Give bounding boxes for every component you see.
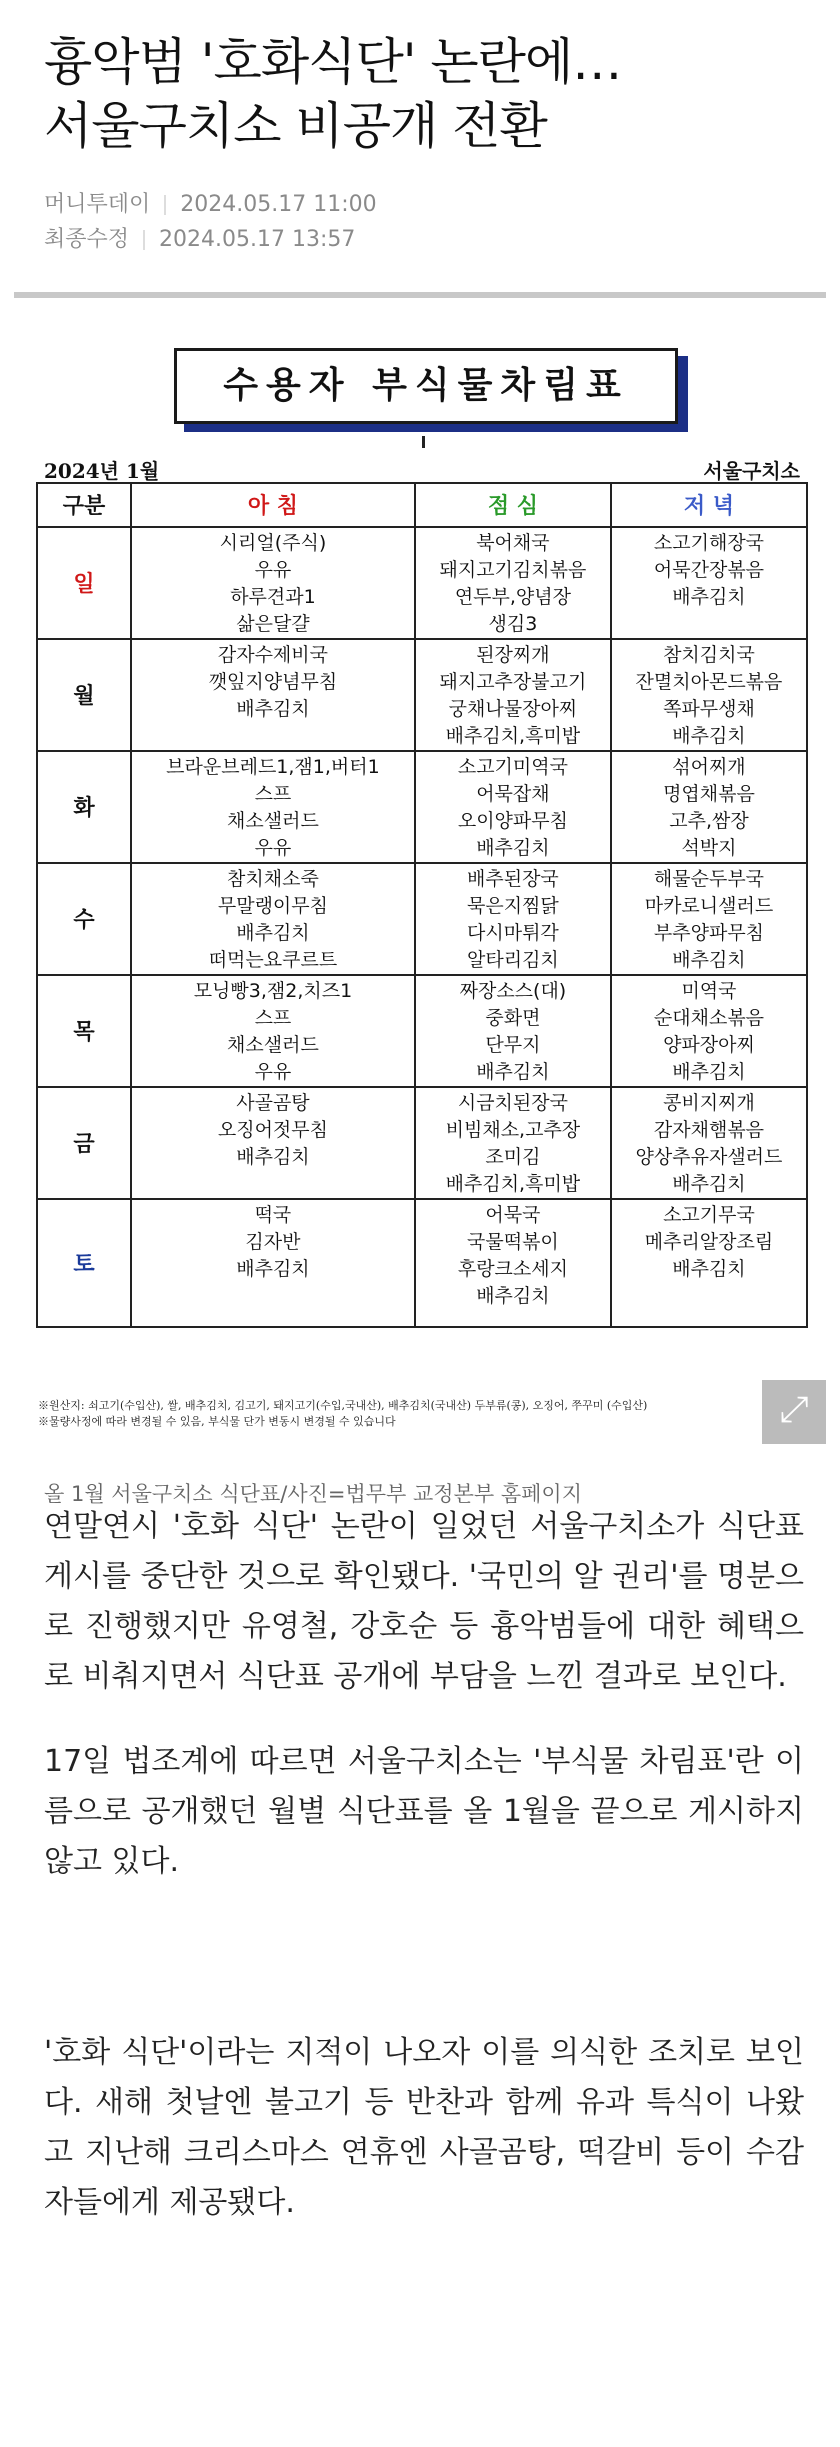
menu-cell-lunch <box>415 639 611 751</box>
menu-cell-lunch <box>415 1199 611 1327</box>
menu-row <box>37 751 807 863</box>
menu-cell-breakfast <box>131 1199 415 1327</box>
menu-item: 배추김치,흑미밥 <box>445 725 581 747</box>
menu-item: 소고기해장국 <box>653 532 765 554</box>
menu-item: 배추김치 <box>476 1285 550 1307</box>
menu-item: 삶은달걀 <box>236 613 310 635</box>
menu-item: 스프 <box>254 783 292 805</box>
header-dinner: 저 녁 <box>611 483 807 527</box>
expand-icon[interactable]: ⤢ <box>762 1380 826 1444</box>
menu-item: 짜장소스(대) <box>459 980 567 1002</box>
menu-table <box>36 482 808 1328</box>
menu-row <box>37 1087 807 1199</box>
menu-day: 금 <box>37 1087 131 1199</box>
menu-item: 순대채소볶음 <box>653 1007 765 1029</box>
header-breakfast: 아 침 <box>131 483 415 527</box>
menu-item: 배추김치 <box>672 1061 746 1083</box>
menu-day: 월 <box>37 639 131 751</box>
menu-banner-title: 수용자 부식물차림표 <box>174 348 678 424</box>
modified-label: 최종수정 <box>44 227 130 252</box>
menu-place: 서울구치소 <box>703 459 800 483</box>
image-caption: 올 1월 서울구치소 식단표/사진=법무부 교정본부 홈페이지 <box>44 1482 582 1506</box>
menu-item: 우유 <box>254 837 292 859</box>
menu-image[interactable] <box>14 318 826 1452</box>
menu-item: 어묵잡채 <box>476 783 550 805</box>
header-lunch: 점 심 <box>415 483 611 527</box>
menu-cell-lunch <box>415 863 611 975</box>
menu-item: 쪽파무생채 <box>663 698 755 720</box>
menu-cell-dinner <box>611 639 807 751</box>
menu-item: 우유 <box>254 1061 292 1083</box>
menu-cell-breakfast <box>131 863 415 975</box>
menu-item: 콩비지찌개 <box>663 1092 755 1114</box>
menu-row <box>37 863 807 975</box>
footnote-line: ※원산지: 쇠고기(수입산), 쌀, 배추김치, 김고기, 돼지고기(수입,국내산), 배추김치(국내산) 두부류(콩), 오징어, 쭈꾸미 (수입산) <box>38 1399 648 1412</box>
menu-item: 떠먹는요쿠르트 <box>208 949 338 971</box>
headline <box>44 30 804 158</box>
article-paragraph: '호화 식단'이라는 지적이 나오자 이를 의식한 조치로 보인다. 새해 첫날엔 불고기 등 반찬과 함께 유과 특식이 나왔고 지난해 크리스마스 연휴엔 사골곰탕, 떡갈비 등이 수감자들에게 제공됐다. <box>44 2035 804 2220</box>
menu-item: 양상추유자샐러드 <box>635 1146 783 1168</box>
menu-cell-lunch <box>415 975 611 1087</box>
menu-item: 시리얼(주식) <box>219 532 327 554</box>
menu-item: 무말랭이무침 <box>217 895 328 917</box>
headline-line-2: 서울구치소 비공개 전환 <box>44 97 547 155</box>
menu-item: 채소샐러드 <box>227 810 319 832</box>
published-date: 2024.05.17 11:00 <box>180 192 377 217</box>
banner-tick <box>422 436 425 448</box>
menu-row <box>37 1199 807 1327</box>
menu-row <box>37 527 807 639</box>
menu-item: 배추김치 <box>672 1258 746 1280</box>
headline-line-1: 흉악범 '호화식단' 논란에… <box>44 33 622 91</box>
menu-item: 묵은지찜닭 <box>467 895 559 917</box>
menu-item: 참치김치국 <box>663 644 755 666</box>
menu-item: 북어채국 <box>476 532 550 554</box>
menu-item: 감자채햄볶음 <box>653 1119 765 1141</box>
menu-day: 목 <box>37 975 131 1087</box>
menu-cell-breakfast <box>131 751 415 863</box>
modified-date: 2024.05.17 13:57 <box>159 227 356 252</box>
menu-item: 된장찌개 <box>476 644 550 666</box>
menu-cell-dinner <box>611 1199 807 1327</box>
menu-item: 소고기무국 <box>663 1204 755 1226</box>
menu-item: 알타리김치 <box>467 949 559 971</box>
menu-item: 명엽채볶음 <box>663 783 755 805</box>
menu-item: 돼지고추장불고기 <box>439 671 587 693</box>
menu-item: 배추김치 <box>476 1061 550 1083</box>
article-paragraph: 연말연시 '호화 식단' 논란이 일었던 서울구치소가 식단표 게시를 중단한 것으로 확인됐다. '국민의 알 권리'를 명분으로 진행했지만 유영철, 강호순 등 흉악범들에 대한 혜택으로 비춰지면서 식단표 공개에 부담을 느낀 결과로 보인다. <box>44 1509 804 1694</box>
menu-item: 연두부,양념장 <box>454 586 571 608</box>
menu-item: 해물순두부국 <box>653 868 765 890</box>
menu-item: 비빔채소,고추장 <box>445 1119 581 1141</box>
byline-published <box>44 187 377 218</box>
menu-item: 고추,쌈장 <box>669 810 749 832</box>
menu-item: 단무지 <box>485 1034 541 1056</box>
menu-item: 깻잎지양념무침 <box>208 671 338 693</box>
menu-cell-dinner <box>611 975 807 1087</box>
menu-item: 어묵국 <box>485 1204 541 1226</box>
header-divider <box>14 292 826 298</box>
menu-item: 브라운브레드1,잼1,버터1 <box>166 756 380 778</box>
menu-item: 김자반 <box>245 1231 301 1253</box>
byline-modified <box>44 222 355 253</box>
menu-item: 궁채나물장아찌 <box>448 698 578 720</box>
meta-divider <box>143 230 145 250</box>
menu-day: 화 <box>37 751 131 863</box>
menu-cell-breakfast <box>131 639 415 751</box>
menu-item: 하루견과1 <box>230 586 316 608</box>
menu-item: 모닝빵3,잼2,치즈1 <box>193 980 353 1002</box>
menu-item: 오징어젓무침 <box>217 1119 328 1141</box>
meta-divider <box>164 195 166 215</box>
menu-item: 어묵간장볶음 <box>653 559 765 581</box>
menu-day: 토 <box>37 1199 131 1327</box>
menu-item: 배추김치 <box>672 586 746 608</box>
menu-cell-dinner <box>611 863 807 975</box>
menu-item: 배추김치 <box>672 725 746 747</box>
menu-item: 섞어찌개 <box>672 756 746 778</box>
menu-item: 소고기미역국 <box>457 756 568 778</box>
menu-cell-dinner <box>611 1087 807 1199</box>
menu-cell-dinner <box>611 527 807 639</box>
source-name[interactable]: 머니투데이 <box>44 192 151 217</box>
menu-cell-dinner <box>611 751 807 863</box>
menu-cell-lunch <box>415 1087 611 1199</box>
menu-item: 배추김치 <box>672 1173 746 1195</box>
menu-item: 스프 <box>254 1007 292 1029</box>
menu-item: 생김3 <box>488 613 538 635</box>
menu-cell-breakfast <box>131 527 415 639</box>
menu-item: 배추김치 <box>476 837 550 859</box>
menu-item: 시금치된장국 <box>457 1092 568 1114</box>
menu-item: 다시마튀각 <box>467 922 559 944</box>
menu-item: 후랑크소세지 <box>457 1258 568 1280</box>
footnote-line: ※물량사정에 따라 변경될 수 있음, 부식물 단가 변동시 변경될 수 있습니다 <box>38 1415 396 1428</box>
menu-cell-breakfast <box>131 975 415 1087</box>
menu-cell-breakfast <box>131 1087 415 1199</box>
menu-item: 국물떡볶이 <box>467 1231 559 1253</box>
menu-item: 양파장아찌 <box>663 1034 755 1056</box>
menu-item: 중화면 <box>485 1007 541 1029</box>
menu-item: 오이양파무침 <box>457 810 568 832</box>
menu-item: 사골곰탕 <box>236 1092 310 1114</box>
menu-day: 일 <box>37 527 131 639</box>
menu-item: 우유 <box>254 559 292 581</box>
menu-item: 감자수제비국 <box>217 644 328 666</box>
menu-month: 2024년 1월 <box>44 459 160 483</box>
menu-item: 배추김치 <box>236 922 310 944</box>
menu-item: 배추김치 <box>236 698 310 720</box>
menu-item: 배추된장국 <box>467 868 559 890</box>
menu-item: 마카로니샐러드 <box>644 895 774 917</box>
menu-item: 배추김치,흑미밥 <box>445 1173 581 1195</box>
menu-row <box>37 975 807 1087</box>
menu-footnote <box>38 1398 808 1430</box>
menu-row <box>37 639 807 751</box>
header-category: 구분 <box>37 483 131 527</box>
menu-item: 배추김치 <box>236 1146 310 1168</box>
menu-cell-lunch <box>415 527 611 639</box>
menu-item: 참치채소죽 <box>227 868 319 890</box>
menu-item: 미역국 <box>681 980 737 1002</box>
menu-day: 수 <box>37 863 131 975</box>
menu-item: 부추양파무침 <box>653 922 765 944</box>
menu-item: 잔멸치아몬드볶음 <box>635 671 783 693</box>
menu-item: 떡국 <box>254 1204 292 1226</box>
menu-item: 돼지고기김치볶음 <box>439 559 587 581</box>
menu-item: 조미김 <box>485 1146 541 1168</box>
menu-item: 석박지 <box>681 837 737 859</box>
menu-item: 배추김치 <box>672 949 746 971</box>
menu-table-body <box>37 527 807 1327</box>
menu-item: 배추김치 <box>236 1258 310 1280</box>
menu-cell-lunch <box>415 751 611 863</box>
menu-item: 메추리알장조림 <box>644 1231 774 1253</box>
article-paragraph: 17일 법조계에 따르면 서울구치소는 '부식물 차림표'란 이름으로 공개했던 월별 식단표를 올 1월을 끝으로 게시하지 않고 있다. <box>44 1744 804 1879</box>
menu-item: 채소샐러드 <box>227 1034 319 1056</box>
